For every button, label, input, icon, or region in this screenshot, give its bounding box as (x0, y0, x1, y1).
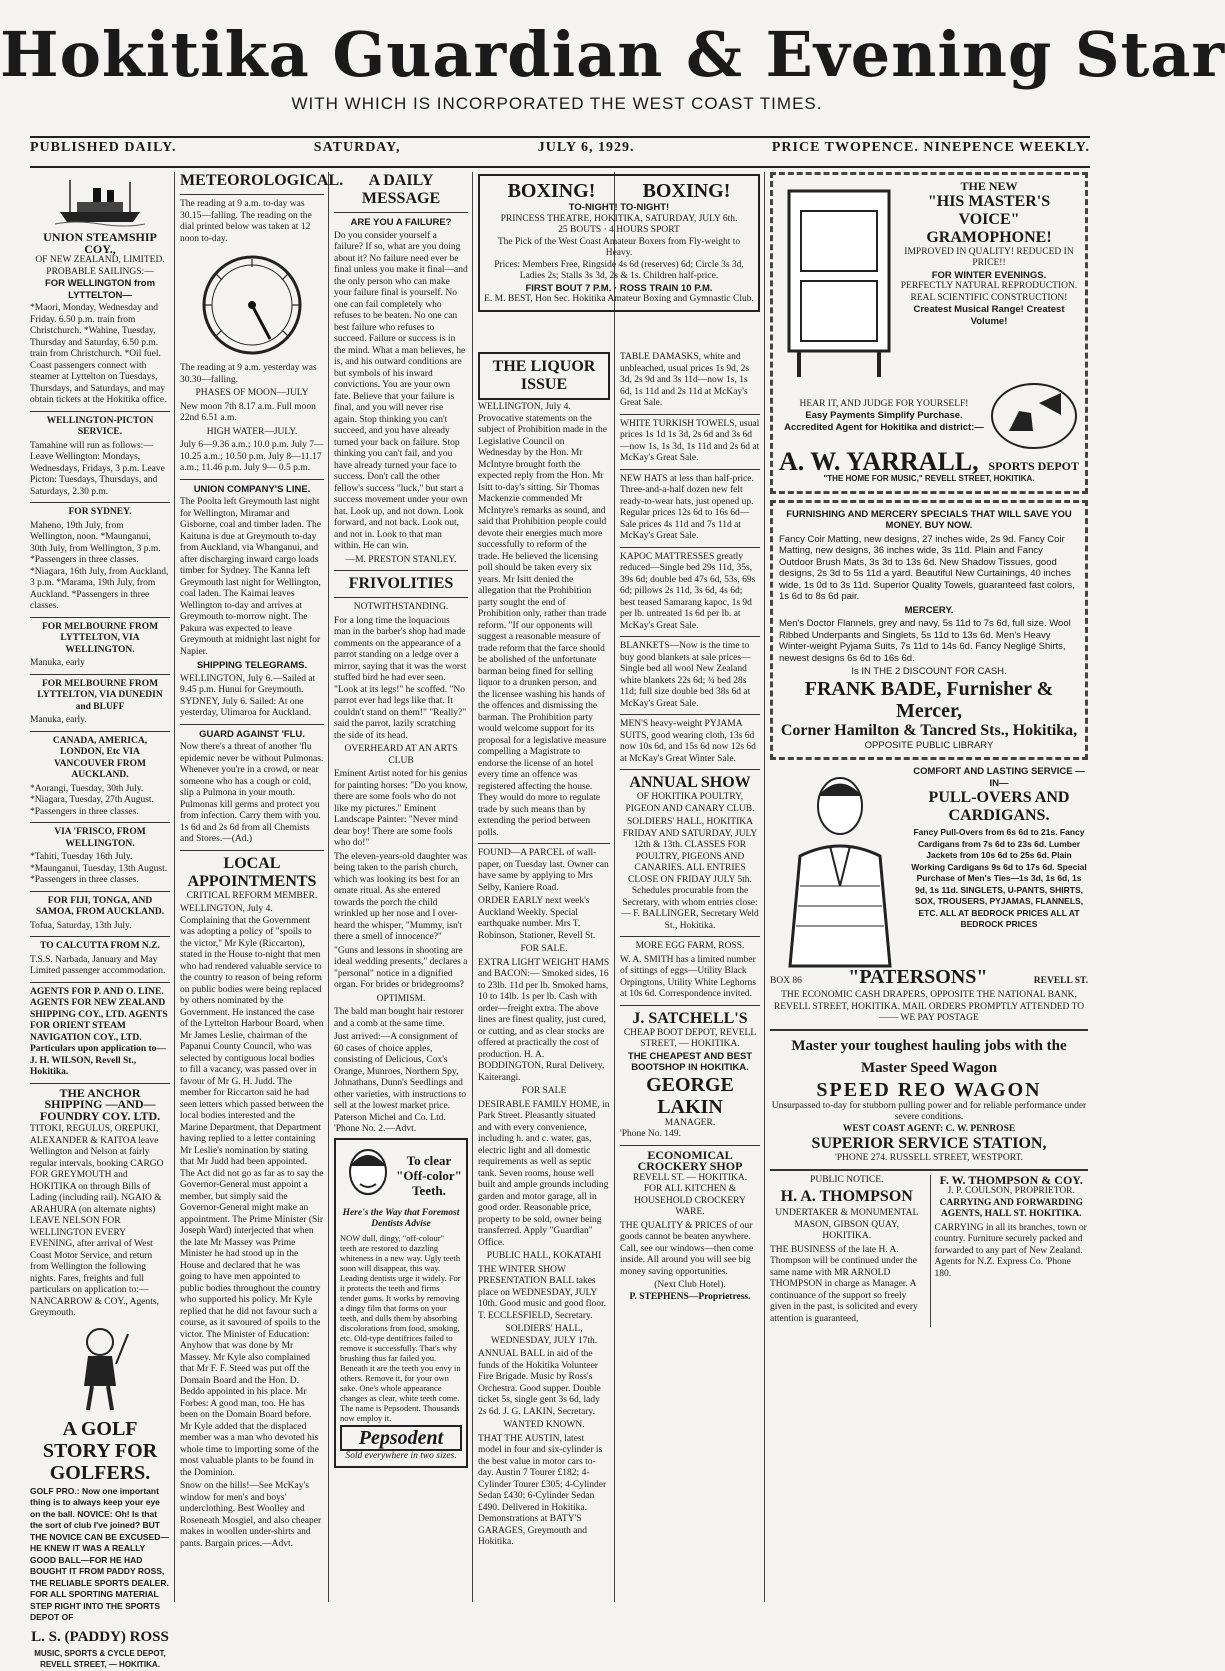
satchell-heading: J. SATCHELL'S (632, 1009, 748, 1027)
easy-payments: Easy Payments Simplify Purchase. (805, 410, 963, 422)
patersons-name: "PATERSONS" (848, 966, 988, 988)
gramophone-cabinet-illustration (779, 181, 899, 381)
hear-it: HEAR IT, AND JUDGE FOR YOURSELF! (799, 398, 969, 409)
local-appointments-heading: LOCAL APPOINTMENTS (187, 854, 317, 890)
church-story: The eleven-years-old daughter was being taken to the parish church, which was looking its best for an ornate ritual. As she entered towards the porch the child wrinkled up her nose and I over-heard the whisper, "Mummy, isn't there a smell of innocence?" (334, 851, 468, 942)
notwithstanding-subheading: NOTWITHSTANDING. (353, 602, 449, 612)
gramophone-winter: FOR WINTER EVENINGS. (931, 269, 1047, 281)
gramophone-advert (770, 172, 1088, 494)
pullovers-heading: PULL-OVERS AND CARDIGANS. (928, 789, 1070, 824)
comfort-heading: COMFORT AND LASTING SERVICE —IN— (913, 766, 1085, 789)
masthead (0, 0, 1225, 140)
anchor-heading: THE ANCHOR SHIPPING —AND— FOUNDRY COY. LTD. (39, 1085, 161, 1123)
pepsodent-text: NOW dull, dingy, "off-colour" teeth are restored to dazzling whiteness in a new way. Ugly teeth soon will disappear, this way. Leading dentists urge it widely. For it protects the teeth and firms tender gums. It works by removing a dingy film that forms on your teeth, and dulls them by absorbing discolorations from food, smoking, etc. Old-type dentifrices failed to remove it successfully. That's why brushing thus far failed you. Beneath it are the teeth you envy in others. Remove it, for your own sake. One's whole appearance changes as clear, white teeth come. The name is Pepsodent. Thousands now employ it. (340, 1232, 461, 1423)
column-daily-message (334, 172, 468, 1602)
optimism-heading: OPTIMISM. (376, 993, 426, 1004)
failure-subheading: ARE YOU A FAILURE? (350, 217, 452, 228)
local-appointments-text: WELLINGTON, July 4. Complaining that the Government was adopting a policy of "spoils to the victor," Mr Kyle (Riccarton), stated in the House to-night that men who had rendered valuable service to the country to reason of being reform on public bodies were being replaced by others nominated by the Government. He instanced the case of the Lyttelton Harbour Board, when Mr James Leslie, chairman of the Papanui County Council, who was selected by contiguous local bodies to fill a vacancy, was passed over in favour of Mr G. H. Judd. The member for Riccarton said he had seen letters which passed between the local bodies interested and the Marine Department, that Department having replied to a letter containing Mr Leslie's nomination by stating that Mr Judd had been appointed. The Act did not go as far as to say the Governor-General must appoint a member, but simply said the Governor-General might make an appointment. The Prime Minister (Sir Joseph Ward) interjected that when the late Mr Massey was Prime Minister he had stood up in the House and declared that he was going to have men appointed to public bodies throughout the country who supported his policy. Mr Kyle replied that he did not favour such a course, as it savoured of spoils to the victor. The Minister of Education: Anyhow that was done by Mr Massey. Mr Kyle also complained that Mr F. F. Steed was put off the Domain Board and the Hon. D. Beddo appointed in his place. Mr Forbes: A good man, too. He has been on the Domain Board before. Mr Kyle added that the displaced member was a man who devoted his whole time to importing some of the most valuable plants to be found in the Dominion. (180, 904, 324, 1478)
boxing-prices: Prices: Members Free, Ringside 4s 6d (reserves) 6d; Circle 3s 3d, Ladies 2s; Stalls 3s 3d, 2s & 1s. Children half-price. (494, 259, 744, 281)
union-company-name: UNION STEAMSHIP COY., (43, 230, 157, 256)
crockery-quality: THE QUALITY & PRICES of our goods cannot be beaten anywhere. Call, see our windows—then come inside. All around you will see big money saving opportunities. (620, 1220, 754, 1277)
flu-text: Now there's a threat of another 'flu epidemic never be without Pulmonas. Whenever you're in a crowd, or near someone who has a cough or cold, slip a Pulmona in your mouth. Pulmonas kill germs and protect you from infection. Carry them with you. 1s 6d and 2s 6d from all Chemists and Stores.—(Ad.) (180, 742, 324, 844)
lakin-manager: MANAGER. (664, 1117, 716, 1128)
column-divider (614, 172, 615, 1602)
stephens-proprietress: P. STEPHENS—Proprietress. (629, 1291, 751, 1302)
crockery-kitchen: FOR ALL KITCHEN & HOUSEHOLD CROCKERY WARE. (634, 1184, 746, 1217)
boxing-advert (478, 174, 760, 312)
teeth-line-2: "Off-color" (396, 1168, 462, 1183)
damask-advt: TABLE DAMASKS, white and unbleached, usual prices 1s 9d, 2s 3d, 2s 9d and 3s 11d—now 1s, 1s 6d, 1s 11d and 2s 11d at McKay's Great Sale. (620, 352, 750, 408)
boxing-title-right: BOXING! (642, 180, 731, 202)
pullovers-text: Fancy Pull-Overs from 6s 6d to 21s. Fancy Cardigans from 7s 6d to 23s 6d. Lumber Jackets from 10s 6d to 25s 6d. Plain Working Cardigans 9s 6d to 17s 6d. Special Purchase of Men's Ties—1s 3d, 1s 6d, 1s 9d, 1s 11d. SINGLETS, U-PANTS, SHIRTS, SOX, TROUSERS, PYJAMAS, FLANNELS, ETC. ALL AT BEDROCK PRICES ALL AT BEDROCK PRICES (911, 827, 1087, 929)
melbourne-heading: FOR MELBOURNE FROM LYTTELTON, VIA WELLINGTON. (41, 621, 159, 655)
hats-advt: NEW HATS at less than half-price. Three-and-a-half dozen new felt ready-to-wear hats, just opened up. Regular prices 12s 6d to 16s 6d—Sale prices 4s 11d and 7s 11d at McKay's Great Sale. (620, 473, 754, 541)
crockery-heading: ECONOMICAL CROCKERY SHOP (637, 1147, 743, 1173)
superior-address: 'PHONE 274. RUSSELL STREET, WESTPORT. (835, 1153, 1023, 1163)
hams-advt: EXTRA LIGHT WEIGHT HAMS and BACON:— Smoked sides, 16 to 23lb. 11d per lb. Smoked hams, 10 to 14lb. 1s per lb. Cash with order—freight extra. The above lines are finest quality, just cured, or cutting, and as clear stocks are offered at practically the cost of production. H. A. BODDINGTON, Rural Delivery, Kaiterangi. (478, 957, 610, 1083)
sydney-heading: FOR SYDNEY. (68, 507, 132, 517)
barometer-dial (192, 249, 312, 359)
arts-club-heading: OVERHEARD AT AN ARTS CLUB (344, 744, 458, 766)
wanted-known-heading: WANTED KNOWN. (503, 1420, 585, 1430)
egg-farm-heading: MORE EGG FARM, ROSS. (635, 941, 745, 951)
found-advt: FOUND—A PARCEL of wall-paper, on Tuesday last. Owner can have same by applying to Mrs Selby, Kaniere Road. (478, 848, 609, 893)
union-line-heading: UNION COMPANY'S LINE. (193, 483, 311, 495)
phases-text: New moon 7th 8.17 a.m. Full moon 22nd 6.51 a.m. (180, 401, 316, 423)
wellington-text: *Maori, Monday, Wednesday and Friday. 6.50 p.m. train from Christchurch. *Wahine, Tuesday, Thursday and Saturday, 6.50 p.m. train from Christchurch. *Oil fuel. Coast passengers connect with steamer at Lyttelton on Tuesdays, Thursdays, and Saturdays, and may obtain tickets at the Hokitika office. (30, 303, 167, 405)
family-home-advt: DESIRABLE FAMILY HOME, in Park Street. Pleasantly situated and with every convenience, including h. and c. water, gas, electric light and all domestic requirements as well as septic tank. Seven rooms, house well built and ample grounds including garden and motor garage, all in good order. Reasonable price, property to be sold, owner being transferred. Apply "Guardian" Office. (478, 1099, 610, 1248)
superior-service-station: SUPERIOR SERVICE STATION, (811, 1135, 1047, 1152)
patersons-revell: REVELL ST. (1033, 976, 1088, 986)
gramophone-improved: IMPROVED IN QUALITY! REDUCED IN PRICE!! (904, 246, 1074, 268)
george-lakin: GEORGE LAKIN (646, 1073, 734, 1118)
teeth-line-3: Teeth. (412, 1183, 446, 1198)
soldiers-hall-heading: SOLDIERS' HALL, WEDNESDAY, JULY 17th. (490, 1324, 598, 1346)
woman-portrait-illustration (340, 1144, 396, 1208)
column-liquor (478, 350, 610, 1602)
pepsodent-sold: Sold everywhere in two sizes. (345, 1450, 457, 1461)
met-text-1: The reading at 9 a.m. to-day was 30.15—falling. The reading on the dial printed below was taken at 12 noon to-day. (180, 199, 312, 244)
boxing-theatre: PRINCESS THEATRE, HOKITIKA, SATURDAY, JULY 6th. (500, 213, 738, 224)
pepsodent-advert (334, 1138, 468, 1469)
column-shipping (30, 172, 170, 1669)
his-masters-voice-dog-icon (989, 381, 1079, 451)
sailings-heading: PROBABLE SAILINGS:— (46, 266, 154, 277)
gramophone-new: THE NEW (960, 179, 1018, 193)
for-sale-heading-2: FOR SALE (521, 1086, 567, 1096)
paddy-ross: L. S. (PADDY) ROSS (31, 1628, 169, 1645)
gramophone-title: GRAMOPHONE! (926, 228, 1052, 246)
west-coast-agent: WEST COAST AGENT: C. W. PENROSE (842, 1123, 1016, 1134)
calcutta-heading: TO CALCUTTA FROM N.Z. (40, 941, 160, 951)
austin-advt: THAT THE AUSTIN, latest model in four and six-cylinder is the best value in motor cars to-day. Austin 7 Tourer £182; 4-Cylinder Tourer £305; 4-Cylinder Sedan £430; 6-Cylinder Sedan £490. Delivered in Hokitika. Demonstrations at BATY'S GARAGES, Greymouth and Hokitika. (478, 1433, 607, 1547)
business-text: THE BUSINESS of the late H. A. Thompson will be continued under the same name with MR ARNOLD THOMPSON in charge as Manager. A continuance of the support so freely given in the past, is solicited and every attention is guaranteed, (770, 1244, 918, 1324)
teeth-line-1: To clear (406, 1153, 452, 1168)
fiji-text: Tofua, Saturday, 13th July. (30, 920, 132, 931)
kapoc-advt: KAPOC MATTRESSES greatly reduced—Single bed 29s 11d, 35s, 39s 6d; double bed 47s 6d, 53s, 69s 6d; pillows 2s 11d, 3s 6d, 4s 6d; best teased Samarang kapoc, 1s 9d per lb. untreated 1s 6d per lb. at McKay's Great Sale. (620, 551, 756, 631)
mercery-text: Men's Doctor Flannels, grey and navy, 5s 11d to 7s 6d, full size. Wool Ribbed Underpants and Singlets, 5s 11d to 13s 6d. Men's Heavy Winter-weight Pyjama Suits, 7s 11d to 14s 6d. Fancy Negligé Shirts, newest designs 6s 6d to 16s 6d. (779, 618, 1071, 664)
frank-bade: FRANK BADE, Furnisher & Mercer, (804, 677, 1054, 722)
carrying-heading: CARRYING AND FORWARDING AGENTS, HALL ST. HOKITIKA. (939, 1197, 1083, 1219)
anchor-text: TITOKI, REGULUS, OREPUKI, ALEXANDER & KAITOA leave Wellington and Nelson at fairly regular intervals, booking CARGO FOR GREYMOUTH and HOKITIKA on through Bills of Lading (including rail). NGAIO & ARAHURA (on alternate nights) LEAVE NELSON FOR WELLINGTON EVERY EVENING, after arrival of West Coast Motor Service, and return from Wellington the following nights. Fares, freights and full particulars on application to:— NANCARROW & COY., Agents, Greymouth. (30, 1124, 164, 1318)
wellington-heading: FOR WELLINGTON from LYTTELTON— (44, 278, 156, 301)
agents-text: AGENTS FOR P. AND O. LINE. AGENTS FOR NEW ZEALAND SHIPPING COY., LTD. AGENTS FOR ORIENT STEAM NAVIGATION COY., LTD. Particulars upon application to— J. H. WILSON, Revell St., Hokitika. (30, 986, 168, 1077)
melbourne2-heading: FOR MELBOURNE FROM LYTTELTON, VIA DUNEDIN and BLUFF (37, 678, 163, 712)
published-daily: PUBLISHED DAILY. (30, 140, 177, 155)
dateline (30, 140, 1090, 164)
speed-reo-wagon: SPEED REO WAGON (816, 1078, 1042, 1101)
golf-text: GOLF PRO.: Now one important thing is to always keep your eye on the ball. NOVICE: Oh! Is that the sort of club I've joined? BUT THE NOVICE CAN BE EXCUSED—HE KNEW IT WAS A REALLY GOOD BALL—FOR HE HAD BOUGHT IT FROM PADDY ROSS, THE RELIABLE SPORTS DEALER. FOR ALL SPORTING MATERIAL STEP RIGHT INTO THE SPORTS DEPOT OF (30, 1485, 169, 1622)
frisco-heading: VIA 'FRISCO, FROM WELLINGTON. (54, 827, 146, 849)
speed-wagon-text: Unsurpassed to-day for stubborn pulling power and for reliable performance under severe conditions. (771, 1100, 1087, 1122)
arts-club-text: Eminent Artist noted for his genius for painting horses: "Do you know, there are some fools who do not like my pictures." Eminent Landscape Painter: "Never mind dear boy! There are some fools who do!" (334, 769, 468, 848)
top-rule (30, 136, 1090, 138)
telegrams-heading: SHIPPING TELEGRAMS. (196, 660, 308, 671)
box-86: BOX 86 (770, 976, 802, 986)
paddy-ross-address: MUSIC, SPORTS & CYCLE DEPOT, REVELL STREET, — HOKITIKA. (34, 1648, 166, 1669)
column-divider (328, 172, 329, 1602)
steamship-illustration (55, 176, 145, 228)
thompson-name: H. A. THOMPSON (780, 1188, 913, 1205)
boxing-tonight: TO-NIGHT! TO-NIGHT! (568, 202, 670, 213)
annual-show-text: SOLDIERS' HALL, HOKITIKA FRIDAY AND SATURDAY, JULY 12th & 13th. CLASSES FOR POULTRY, PIGEONS AND CANARIES. ALL ENTRIES CLOSE ON FRIDAY JULY 5th. Schedules procurable from the Secretary, with whom entries close:— F. BALLINGER, Secretary Weld St., Hokitika. (621, 817, 759, 931)
annual-show-heading: ANNUAL SHOW (629, 774, 751, 791)
master-speed-heading: Master your toughest hauling jobs with the Master Speed Wagon (791, 1037, 1067, 1076)
column-divider (472, 172, 473, 1602)
blankets-advt: BLANKETS—Now is the time to buy good blankets at sale prices—Single bed all wool New Zealand white blankets 22s 6d; ¾ bed 28s 11d; full size double bed 38s 6d at McKay's Great Sale. (620, 641, 751, 709)
column-advertisements (770, 172, 1088, 1602)
picton-heading: WELLINGTON-PICTON SERVICE. (46, 415, 154, 437)
coulson-proprietor: J. P. COULSON, PROPRIETOR. (947, 1186, 1075, 1196)
furnishing-heading: FURNISHING AND MERCERY SPECIALS THAT WILL SAVE YOU MONEY. BUY NOW. (786, 508, 1072, 531)
calcutta-text: T.S.S. Narbada, January and May Limited passenger accommodation. (30, 954, 166, 976)
dentists-heading: Here's the Way that Foremost Dentists Advise (342, 1207, 460, 1229)
column-divider (764, 172, 765, 1602)
public-notice-heading: PUBLIC NOTICE. (810, 1174, 884, 1185)
met-text-2: The reading at 9 a.m. yesterday was 30.30—falling. (180, 363, 317, 385)
boxing-first-bout: FIRST BOUT 7 P.M. · ROSS TRAIN 10 P.M. (525, 282, 713, 294)
boxing-advert-area (478, 172, 760, 342)
boxing-bouts: 25 BOUTS · 4 HOURS SPORT (558, 225, 680, 235)
canada-text: *Aorangi, Tuesday, 30th July. *Niagara, Tuesday, 27th August. *Passengers in three classes. (30, 783, 154, 817)
furnishing-text: Fancy Coir Matting, new designs, 27 inches wide, 2s 9d. Fancy Coir Matting, new designs, 36 inches wide, 3s 11d. Plain and Fancy Outdoor Brush Mats, 3s 3d to 13s 6d. New Shadow Tissues, good designs, 2s 3d to 5s 11d a yard. Beautiful New Curtainings, 40 inches wide, 1s 0d to 3s 11d. Superior Quality Towels, guaranteed fast colors, 1s 6d to 8s 6d pair. (779, 533, 1075, 602)
yarrall-address: "THE HOME FOR MUSIC," REVELL STREET, HOKITIKA. (823, 474, 1035, 483)
boxing-pick: The Pick of the West Coast Amateur Boxers from Fly-weight to Heavy. (497, 236, 741, 258)
flu-heading: GUARD AGAINST 'FLU. (199, 728, 305, 740)
snow-advt: Snow on the hills!—See McKay's window for men's and boys' underclothing. Best Woolley and Roseneath Mosgiel, and also cheaper makes in woollen under-shirts and pants. Bargain prices.—Advt. (180, 1481, 322, 1549)
frivolities-text: For a long time the loquacious man in the barber's shop had made comments on the appearance of a parrot standing on a ledge over a mirror, saying that it was the worst stuffed bird he had ever seen. "Look at its legs!" he scoffed. "No parrot ever had legs like that. It couldn't stand on them!" "Really?" said the parrot, lazily scratching the side of its head. (334, 615, 467, 741)
gramophone-natural: PERFECTLY NATURAL REPRODUCTION. REAL SCIENTIFIC CONSTRUCTION! (900, 281, 1078, 303)
guns-story: "Guns and lessons in shooting are ideal wedding presents," declares a "personal" notice in a dignified organ. For brides or bridegrooms? (334, 945, 468, 990)
reform-subheading: CRITICAL REFORM MEMBER. (186, 890, 318, 901)
optimism-text: The bald man bought hair restorer and a comb at the same time. (334, 1007, 464, 1029)
golfer-illustration (70, 1324, 130, 1414)
pyjama-advt: MEN'S heavy-weight PYJAMA SUITS, good wearing cloth, 13s 6d now 10s 6d, and 15s 6d now 12s 6d at McKay's Great Winter Sale. (620, 719, 756, 764)
yarrall-sports-depot: SPORTS DEPOT (988, 459, 1079, 473)
issue-price: PRICE TWOPENCE. NINEPENCE WEEKLY. (771, 140, 1090, 155)
liquor-text: WELLINGTON, July 4. Provocative statements on the subject of Prohibition made in the Legislative Council on Wednesday by the Hon. Mr McIntyre brought forth the expected reply from the Hon. Mr Isitt to-day's sitting. Sir Thomas Mackenzie commended Mr McIntyre's remarks as sound, and said that Prohibition people could devote their energies much more successfully to reform of the trade. He believed the licensing poll should be taken every six years. Mr Isitt denied the allegation that the Prohibition party sought the end of Prohibition only, rather than trade reform. "If our opponents will suggest a reasonable measure of trade reform that the farce should be abolished of the unfortunate barman being fined for selling liquor to a drunken person, and the licensee washing his hands of the offences and dismissing the barman. The Prohibition party would welcome support for its proposal for a legislative measure compelling a Magistrate to endorse the license of an hotel every time an offence was registered affecting the house. They would do more to regulate trade by such means than by extending the period between polls. (478, 402, 608, 838)
for-sale-heading: FOR SALE. (520, 944, 568, 954)
undertaker-text: UNDERTAKER & MONUMENTAL MASON, GIBSON QUAY, HOKITIKA. (775, 1208, 919, 1241)
sydney-text: Maheno, 19th July, from Wellington, noon. *Maunganui, 30th July, from Wellington, 3 p.m. *Passengers in three classes. *Niagara, 16th July, from Auckland, 3 p.m. *Marama, 19th July, from Auckland. *Passengers in three classes. (30, 520, 169, 611)
union-company-sub: OF NEW ZEALAND, LIMITED. (35, 255, 165, 265)
patersons-text: THE ECONOMIC CASH DRAPERS, OPPOSITE THE NATIONAL BANK, REVELL STREET, HOKITIKA. MAIL ORDERS PROMPTLY ATTENDED TO —— WE PAY POSTAGE (773, 990, 1085, 1023)
accredited-agent: Accredited Agent for Hokitika and district:— (784, 421, 984, 433)
man-in-cardigan-illustration (770, 766, 910, 966)
phases-heading: PHASES OF MOON—JULY (195, 388, 309, 398)
gramophone-hmv: "HIS MASTER'S VOICE" (927, 192, 1051, 228)
yarrall-name: A. W. YARRALL, (779, 447, 979, 476)
fiji-heading: FOR FIJI, TONGA, AND SAMOA, FROM AUCKLAND. (35, 895, 165, 917)
high-water-heading: HIGH WATER—JULY. (206, 426, 298, 437)
melbourne-text: Manuka, early (30, 658, 85, 668)
frisco-text: *Tahiti, Tuesday 16th July. *Maunganui, Tuesday, 13th August. *Passengers in three classes. (30, 852, 168, 885)
patersons-advert (770, 766, 1088, 966)
lakin-phone: 'Phone No. 149. (620, 1129, 681, 1139)
towels-advt: WHITE TURKISH TOWELS, usual prices 1s 1d 1s 3d, 2s 6d and 3s 6d—now 1s, 1s 3d, 1s 11d and 2s 6d at McKay's Great Sale. (620, 418, 760, 463)
daily-message-text: Do you consider yourself a failure? If so, what are you doing about it? No failure need ever be final unless you make it final—and the only person who can make your failure final is yourself. No one can fail completely who refuses to be beaten. No one can best failure who refuses to succeed. Failure or success is in the mind. What a man believes, he is, and his outward conditions are but symbols of his inward convictions. You are your own fate. Believe that your failure is final, and you will never rise again. Stop thinking you can't succeed, and you have already turned your back on failure. Stop thinking you can't fail, and you have already turned your face to success. Don't call the other fellow's success "luck," but start a success movement under your own hat. Look up, and not down. Look forward, and not back. Look out, and not in. Look to that man within. He can win. (334, 230, 468, 551)
column-meteorological (180, 172, 344, 1602)
frivolities-heading: FRIVOLITIES (348, 575, 454, 592)
discount-for-cash: Is IN THE 2 DISCOUNT FOR CASH. (851, 666, 1007, 677)
next-club-hotel: (Next Club Hotel). (654, 1280, 726, 1290)
daily-message-author: —M. PRESTON STANLEY. (345, 554, 457, 565)
golf-heading: A GOLF STORY FOR GOLFERS. (42, 1417, 158, 1484)
issue-day: SATURDAY, (313, 140, 401, 155)
newspaper-title: Hokitika Guardian & Evening Star (0, 18, 1225, 91)
melbourne2-text: Manuka, early. (30, 715, 87, 725)
order-advt: ORDER EARLY next week's Auckland Weekly. Special earthquake number. Mrs T. Robinson, Stationer, Revell St. (478, 896, 596, 941)
annual-show-sub: OF HOKITIKA POULTRY, PIGEON AND CANARY CLUB. (625, 792, 755, 814)
union-line-text: The Poolta left Greymouth last night for Wellington, Miramar and Gisborne, coal and timber laden. The Kaituna is due at Greymouth to-day from Auckland, via Whanganui, and after discharging inward cargo loads timber for Sydney. The Kanna left Greymouth last night for Wellington, coal laden. The Kaimai leaves Wellington to-day and arrives at Greymouth to-morrow night. The Pakura was expected to leave Greymouth at midnight last night for Napier. (180, 497, 321, 657)
cheapest-bootshop: THE CHEAPEST AND BEST BOOTSHOP IN HOKITIKA. (627, 1050, 753, 1073)
apples-advt: Just arrived:—A consignment of 60 cases of choice apples, consisting of Delicious, Cox's Orange, Munroes, Northern Spy, Johnathans, Dunn's Seedlings and other varieties, with instructions to sell at the lowest market price. Paterson Michel and Co. Ltd. 'Phone No. 2.—Advt. (334, 1032, 467, 1134)
thompson-notice (770, 1175, 924, 1328)
kokatahi-hall-heading: PUBLIC HALL, KOKATAHI (486, 1251, 602, 1261)
mercery-heading: MERCERY. (904, 604, 954, 616)
canada-heading: CANADA, AMERICA, LONDON, Etc VIA VANCOUVER FROM AUCKLAND. (52, 735, 148, 780)
meteorological-heading: METEOROLOGICAL. (180, 172, 344, 189)
egg-farm-text: W. A. SMITH has a limited number of sittings of eggs—Utility Black Orpingtons, Utility White Leghorns at 10s 6d. Correspondence invited. (620, 954, 756, 999)
bade-address: Corner Hamilton & Tancred Sts., Hokitika, (780, 721, 1078, 739)
fw-thompson-name: F. W. THOMPSON & COY. (939, 1172, 1083, 1187)
boot-depot: CHEAP BOOT DEPOT, REVELL STREET, — HOKITIKA. (623, 1027, 757, 1049)
column-sale (620, 350, 760, 1602)
crockery-address: REVELL ST. — HOKITIKA. (632, 1172, 748, 1183)
boxing-title-left: BOXING! (507, 180, 596, 202)
boxing-secretary: E. M. BEST, Hon Sec. Hokitika Amateur Boxing and Gymnastic Club. (484, 294, 754, 304)
daily-message-heading: A DAILY MESSAGE (361, 172, 441, 207)
frank-bade-advert (770, 500, 1088, 761)
fw-thompson-notice (930, 1172, 1089, 1328)
gramophone-range: Createst Musical Range! Createst Volume! (913, 304, 1065, 327)
newspaper-subtitle: WITH WHICH IS INCORPORATED THE WEST COAST TIMES. (291, 94, 823, 113)
liquor-heading: THE LIQUOR ISSUE (478, 352, 610, 400)
picton-text: Tamahine will run as follows:— Leave Wellington: Mondays, Wednesdays, Fridays, 3 p.m. Leave Picton: Tuesdays, Thursdays, and Saturdays, 2.30 p.m. (30, 440, 165, 497)
column-divider (174, 172, 175, 1602)
bade-opposite: OPPOSITE PUBLIC LIBRARY (864, 739, 994, 751)
pepsodent-logo: Pepsodent (340, 1425, 462, 1451)
issue-date: JULY 6, 1929. (537, 140, 635, 155)
carrying-text: CARRYING in all its branches, town or country. Furniture securely packed and forwarded to any part of New Zealand. Agents for N.Z. Express Co. 'Phone 180. (934, 1222, 1087, 1279)
header-rule (30, 166, 1090, 168)
telegrams-text: WELLINGTON, July 6.—Sailed at 9.45 p.m. Hunui for Greymouth. SYDNEY, July 6. Sailed: At one yesterday, Ulimaroa for Auckland. (180, 673, 316, 718)
annual-ball-advt: ANNUAL BALL in aid of the funds of the Hokitika Volunteer Fire Brigade. Music by Ross's Orchestra. Good supper. Double ticket 5s, single gent 3s 6d, lady 2s 6d. J. G. LAKIN, Secretary. (478, 1349, 601, 1417)
high-water-text: July 6—9.36 a.m.; 10.0 p.m. July 7—10.25 a.m.; 10.50 p.m. July 8—11.17 a.m.; 11.46 p.m. July 9— 0.5 p.m. (180, 440, 324, 473)
winter-show-advt: THE WINTER SHOW PRESENTATION BALL takes place on WEDNESDAY, JULY 10th. Good music and good floor. T. ECCLESFIELD, Secretary. (478, 1264, 606, 1321)
